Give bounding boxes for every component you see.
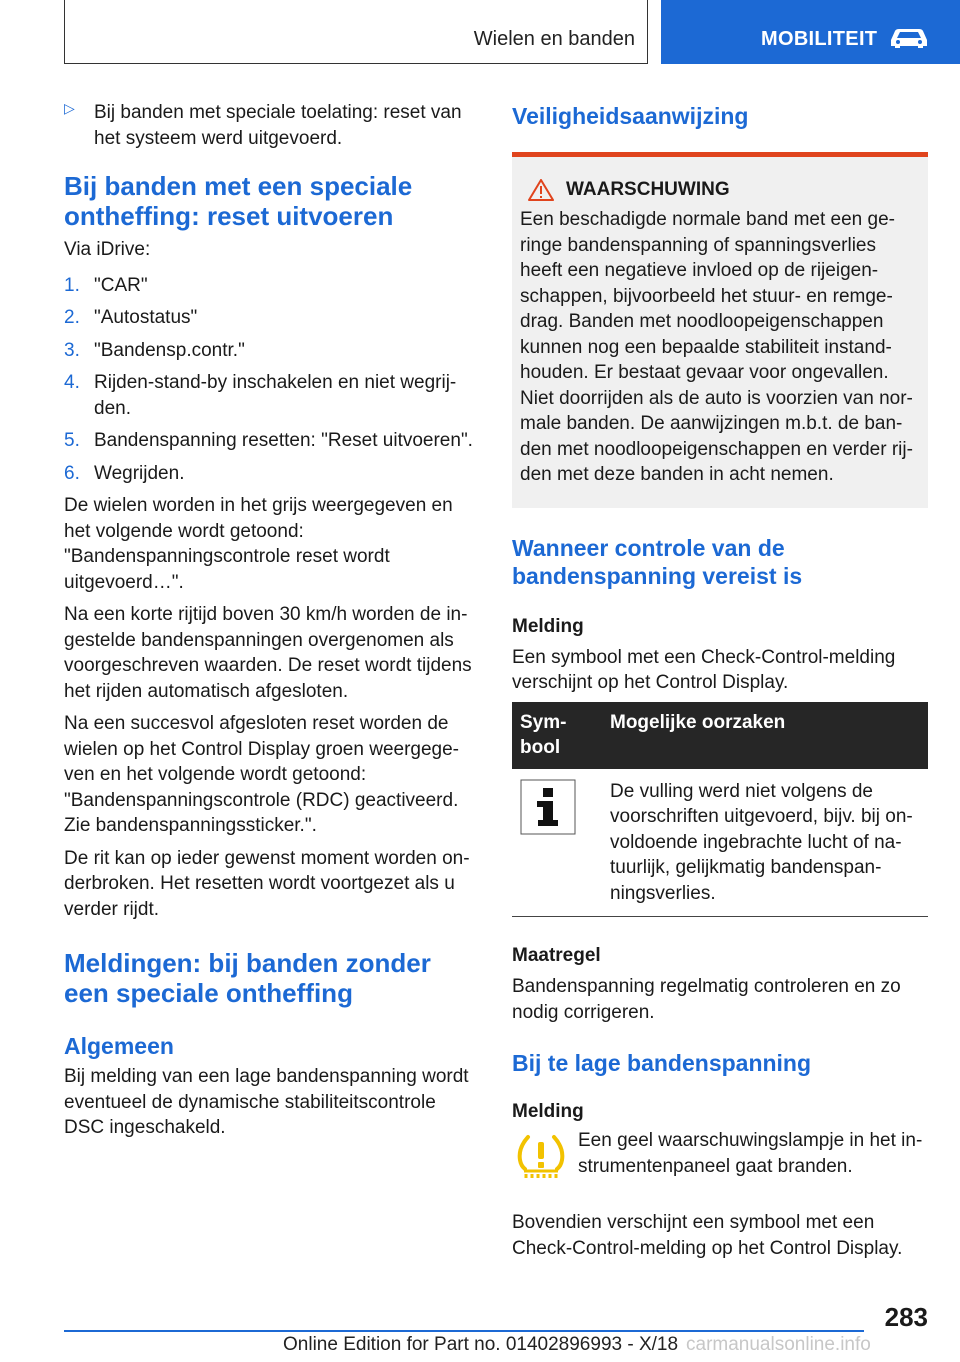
warning-text: Een beschadigde normale band met een ge-ringe bandenspanning of spanningsverlies heeft een negatieve invloed op de rijeigen-schappen, bijvoorbeeld het stuur- en remge-drag. Banden met noodloopeigenschappen kunnen nog een bepaalde stabiliteit instand-houden. Er bestaat gevaar voor ongevallen. Niet doorrijden als de auto is voorzien van nor-male banden. De aanwijzingen m.b.t. de ban-den met noodloopeigenschappen en verder rij-den met deze banden in acht nemen. (520, 209, 913, 485)
edition-text: Online Edition for Part no. 01402896993 - X/18 (283, 1334, 679, 1355)
paragraph-success: Na een succesvol afgesloten reset worden de wielen op het Control Display groen weergege-ven en het volgende wordt getoond: "Bandenspanningscontrole (RDC) geactiveerd. Zie bandenspanningssticker.". (64, 713, 460, 836)
warning-title: WAARSCHUWING (566, 179, 730, 200)
page-number: 283 (884, 1302, 928, 1332)
subheading-algemeen: Algemeen (64, 1033, 174, 1059)
lamp-text: Een geel waarschuwingslampje in het in-strumentenpaneel gaat branden. (578, 1130, 923, 1177)
melding2-label: Melding (512, 1101, 584, 1122)
table-header-row (512, 702, 928, 769)
symbol-table (512, 702, 928, 918)
header-chapter-tab (661, 0, 960, 64)
via-idrive-text: Via iDrive: (64, 239, 151, 260)
steps-list (64, 273, 476, 487)
step-item: 1. "CAR" (64, 274, 148, 296)
step-item: 4. Rijden-stand-by inschakelen en niet wegrij-den. (64, 372, 457, 419)
step-item: 5. Bandenspanning resetten: "Reset uitvoeren". (64, 430, 473, 451)
paragraph-short-drive: Na een korte rijtijd boven 30 km/h worden de in-gestelde bandenspanningen overgenomen als voorgeschreven waarden. De reset wordt tijdens het rijden automatisch afgesloten. (64, 604, 472, 702)
melding-text: Een symbool met een Check-Control-melding verschijnt op het Control Display. (512, 646, 896, 693)
warning-header (520, 179, 920, 201)
header-section-title: Wielen en banden (473, 28, 635, 50)
header-chapter-title: MOBILITEIT (761, 28, 878, 50)
heading-check-pressure: Wanneer controle van de bandenspanning vereist is (512, 534, 803, 589)
table-row (512, 769, 928, 917)
heading-safety: Veiligheidsaanwijzing (512, 103, 749, 129)
melding-label: Melding (512, 615, 584, 637)
heading-reset: Bij banden met een speciale ontheffing: reset uitvoeren (64, 171, 413, 231)
header-section-tab (64, 0, 648, 64)
step-item: 6. Wegrijden. (64, 462, 185, 484)
info-icon (520, 779, 576, 835)
warning-box (512, 152, 928, 508)
lamp-row (512, 1128, 928, 1192)
table-cell-symbol (512, 769, 602, 917)
step-item: 3. "Bandensp.contr." (64, 339, 245, 361)
paragraph-interrupt: De rit kan op ieder gewenst moment worden on-derbroken. Het resetten wordt voortgezet als u verder rijdt. (64, 847, 470, 920)
right-column (512, 100, 928, 1261)
tire-pressure-warning-icon (516, 1134, 566, 1180)
paragraph-grey-wheels: De wielen worden in het grijs weergegeven en het volgende wordt getoond: "Bandenspanningscontrole reset wordt uitgevoerd…". (64, 495, 453, 593)
result-bullet (64, 100, 476, 151)
table-header-symbol: Sym-bool (512, 702, 602, 769)
maatregel-label: Maatregel (512, 945, 601, 966)
triangle-bullet-icon: ▷ (64, 100, 75, 116)
heading-meldingen: Meldingen: bij banden zonder een speciale ontheffing (64, 948, 431, 1008)
warning-triangle-icon (528, 179, 554, 201)
footer-divider (64, 1330, 864, 1332)
final-text: Bovendien verschijnt een symbool met een Check-Control-melding op het Control Display. (512, 1212, 903, 1259)
result-text: Bij banden met speciale toelating: reset van het systeem werd uitgevoerd. (94, 102, 462, 149)
car-icon (887, 26, 931, 50)
watermark: carmanualsonline.info (686, 1334, 871, 1355)
heading-low-pressure: Bij te lage bandenspanning (512, 1050, 812, 1076)
maatregel-text: Bandenspanning regelmatig controleren en zo nodig corrigeren. (512, 976, 901, 1023)
paragraph-dsc: Bij melding van een lage bandenspanning wordt eventueel de dynamische stabiliteitscontrole DSC ingeschakeld. (64, 1066, 469, 1138)
step-item: 2. "Autostatus" (64, 307, 198, 328)
left-column (64, 100, 476, 1141)
table-cell-cause: De vulling werd niet volgens de voorschriften uitgevoerd, bijv. bij on-voldoende ingebrachte lucht of na-tuurlijk, gelijkmatig bandenspan-ningsverlies. (602, 769, 928, 917)
table-header-causes: Mogelijke oorzaken (602, 702, 928, 769)
